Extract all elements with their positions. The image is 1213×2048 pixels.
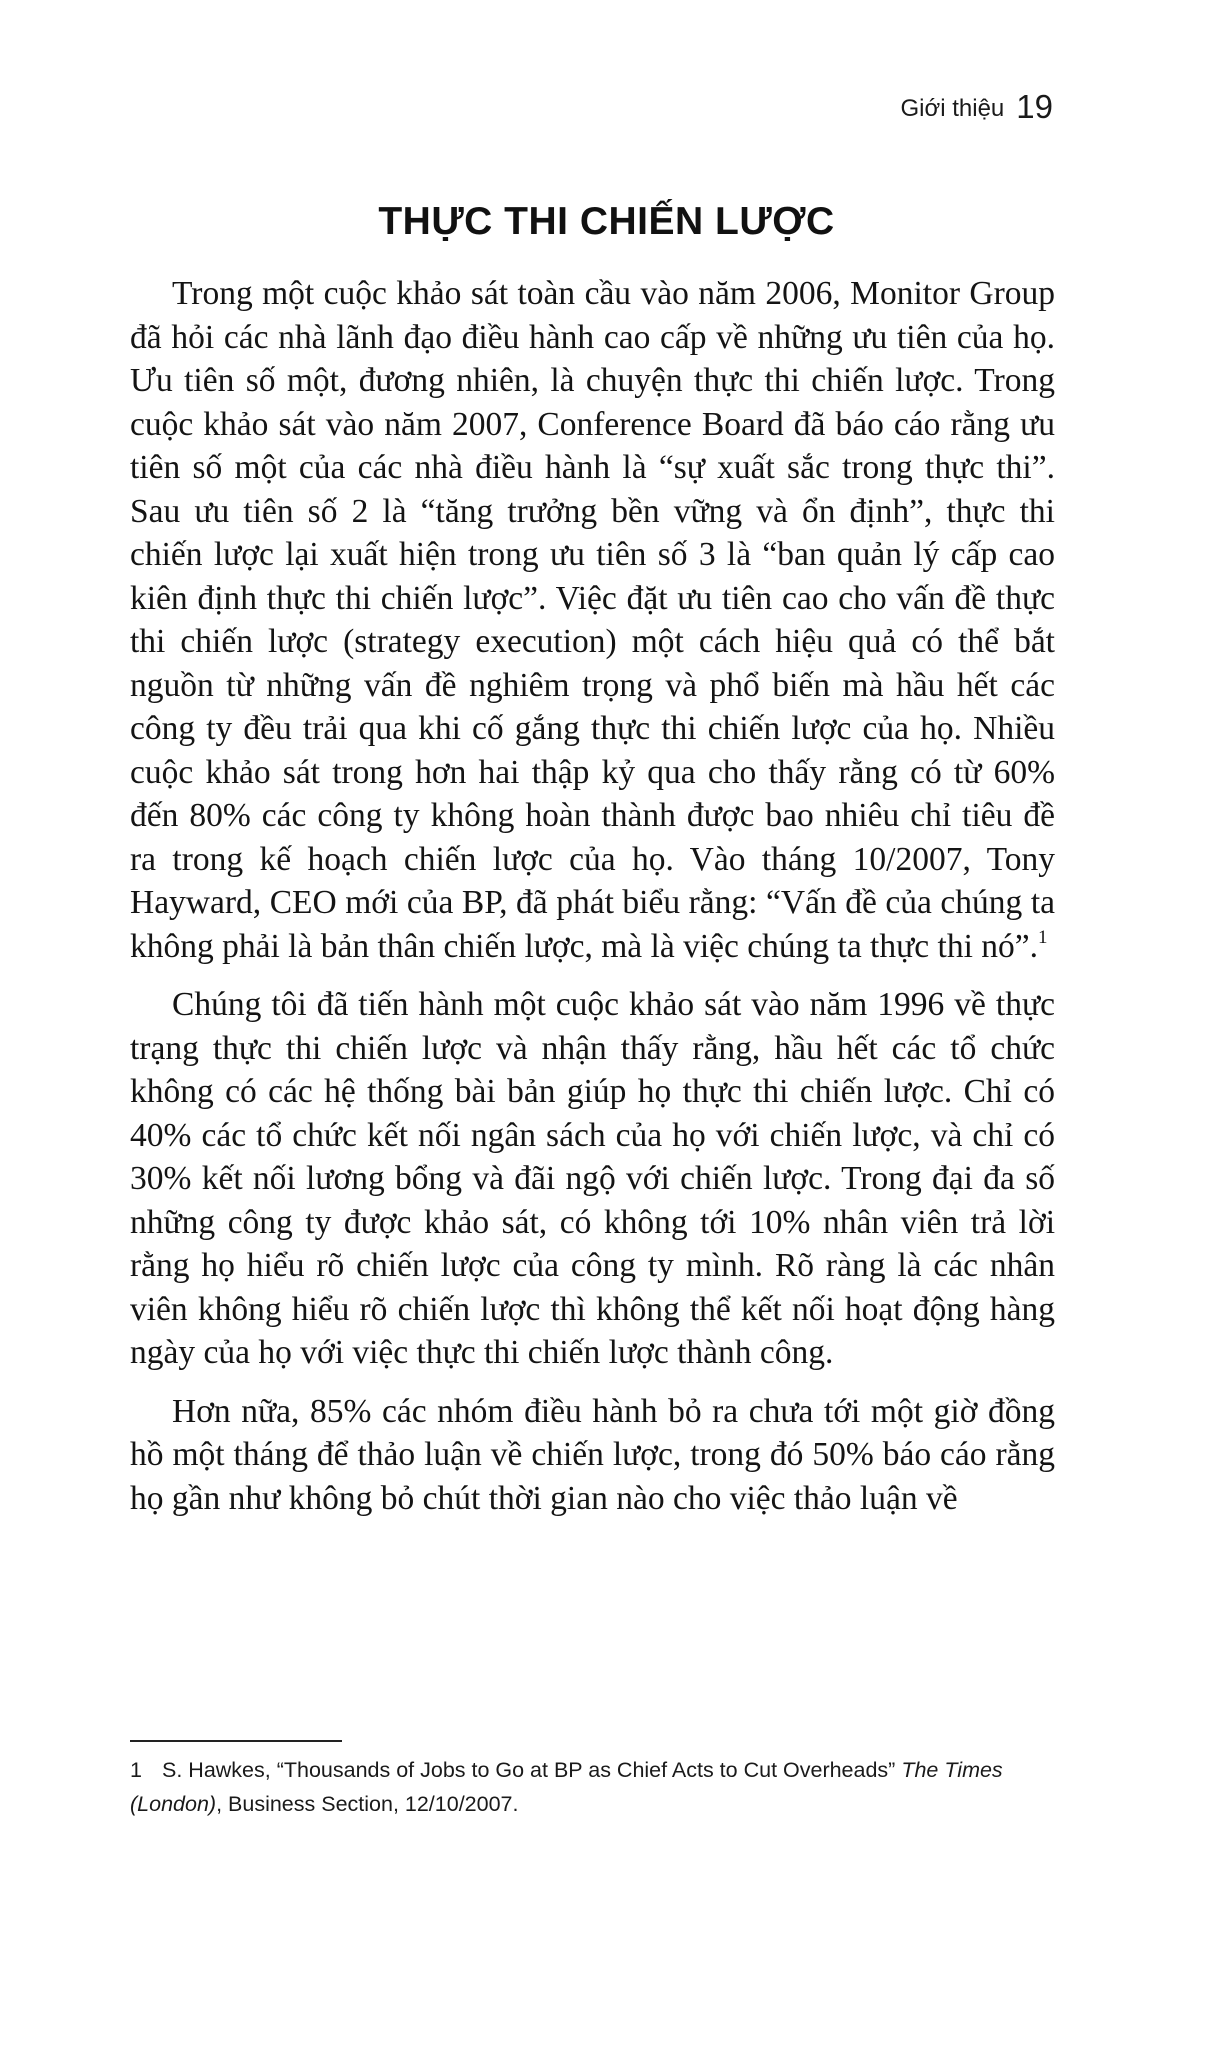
body-text (130, 272, 1055, 1535)
footnote-number: 1 (130, 1758, 142, 1782)
footnote (130, 1753, 1055, 1821)
section-label: Giới thiệu (900, 95, 1005, 122)
paragraph-1-text: Trong một cuộc khảo sát toàn cầu vào năm 2006, Monitor Group đã hỏi các nhà lãnh đạo điều hành cao cấp về những ưu tiên của họ. Ưu tiên số một, đương nhiên, là chuyện thực thi chiến lược. Trong cuộc khảo sát vào năm 2007, Conference Board đã báo cáo rằng ưu tiên số một của các nhà điều hành là “sự xuất sắc trong thực thi”. Sau ưu tiên số 2 là “tăng trưởng bền vững và ổn định”, thực thi chiến lược lại xuất hiện trong ưu tiên số 3 là “ban quản lý cấp cao kiên định thực thi chiến lược”. Việc đặt ưu tiên cao cho vấn đề thực thi chiến lược (strategy execution) một cách hiệu quả có thể bắt nguồn từ những vấn đề nghiêm trọng và phổ biến mà hầu hết các công ty đều trải qua khi cố gắng thực thi chiến lược của họ. Nhiều cuộc khảo sát trong hơn hai thập kỷ qua cho thấy rằng có từ 60% đến 80% các công ty không hoàn thành được bao nhiêu chỉ tiêu đề ra trong kế hoạch chiến lược của họ. Vào tháng 10/2007, Tony Hayward, CEO mới của BP, đã phát biểu rằng: “Vấn đề của chúng ta không phải là bản thân chiến lược, mà là việc chúng ta thực thi nó”. (130, 275, 1055, 965)
chapter-title: THỰC THI CHIẾN LƯỢC (378, 200, 835, 243)
footnote-reference: 1 (1038, 926, 1048, 948)
page-number: 19 (1016, 88, 1053, 125)
footnote-italic-source: The Times (London) (130, 1758, 1003, 1816)
paragraph-1 (130, 272, 1055, 968)
footnote-text: S. Hawkes, “Thousands of Jobs to Go at BP as Chief Acts to Cut Overheads” (162, 1758, 902, 1782)
footnote-text-end: , Business Section, 12/10/2007. (216, 1792, 519, 1816)
footnote-separator (130, 1740, 342, 1742)
paragraph-3: Hơn nữa, 85% các nhóm điều hành bỏ ra chưa tới một giờ đồng hồ một tháng để thảo luận về chiến lược, trong đó 50% báo cáo rằng họ gần như không bỏ chút thời gian nào cho việc thảo luận về (130, 1392, 1055, 1517)
running-header (901, 88, 1054, 126)
paragraph-2: Chúng tôi đã tiến hành một cuộc khảo sát vào năm 1996 về thực trạng thực thi chiến lược và nhận thấy rằng, hầu hết các tổ chức không có các hệ thống bài bản giúp họ thực thi chiến lược. Chỉ có 40% các tổ chức kết nối ngân sách của họ với chiến lược, và chỉ có 30% kết nối lương bổng và đãi ngộ với chiến lược. Trong đại đa số những công ty được khảo sát, có không tới 10% nhân viên trả lời rằng họ hiểu rõ chiến lược của công ty mình. Rõ ràng là các nhân viên không hiểu rõ chiến lược thì không thể kết nối hoạt động hàng ngày của họ với việc thực thi chiến lược thành công. (130, 986, 1055, 1371)
